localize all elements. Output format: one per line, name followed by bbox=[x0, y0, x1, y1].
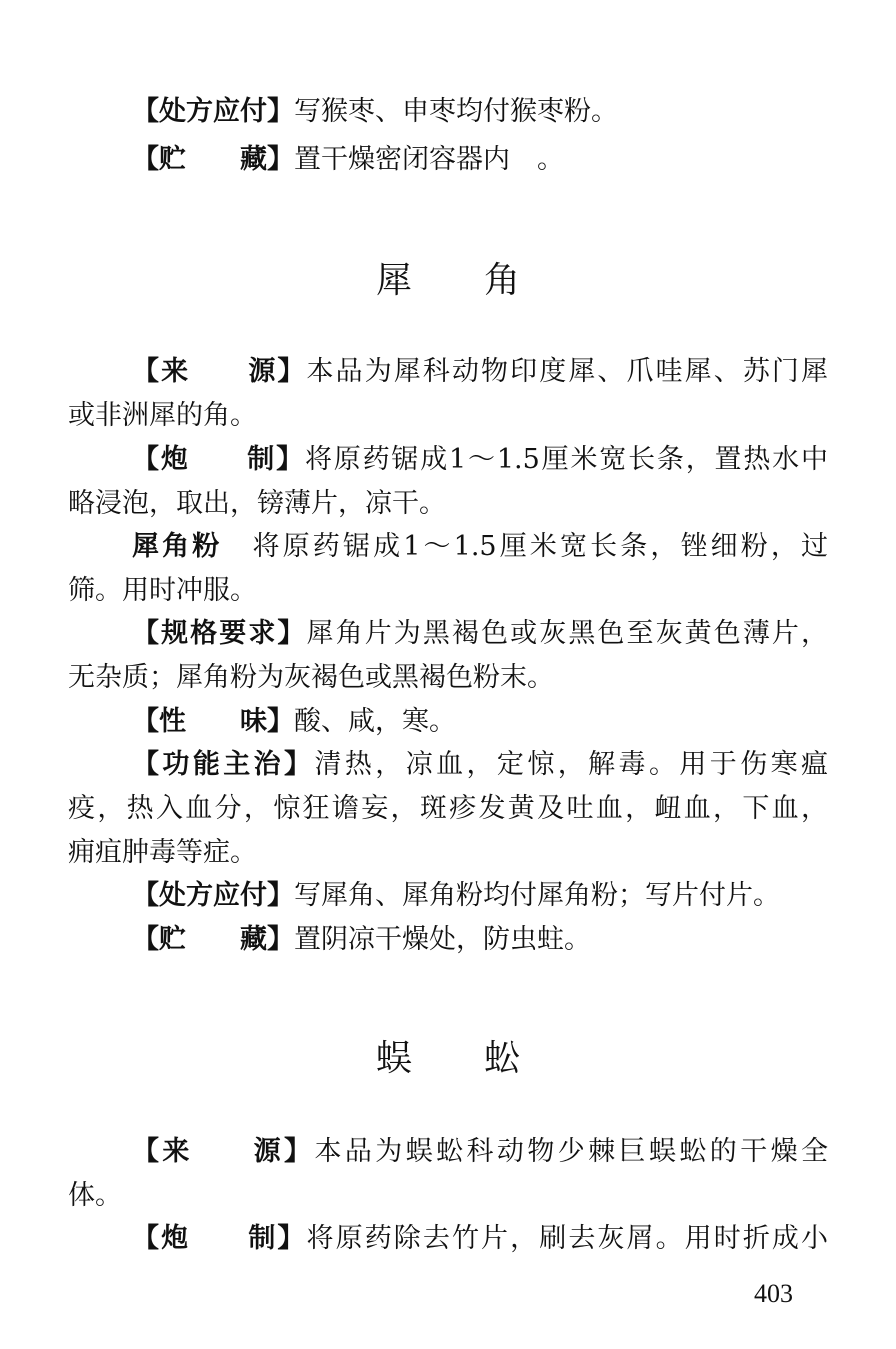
xijiao-processing-line-2: 略浸泡，取出，镑薄片，凉干。 bbox=[68, 488, 446, 519]
xijiao-spec-line-2: 无杂质；犀角粉为灰褐色或黑褐色粉末。 bbox=[68, 662, 554, 693]
xijiao-function-line-2: 疫，热入血分，惊狂谵妄，斑疹发黄及吐血，衄血，下血， bbox=[68, 793, 828, 824]
source-text: 本品为犀科动物印度犀、爪哇犀、苏门犀 bbox=[306, 356, 829, 387]
taste-text: 酸、咸，寒。 bbox=[294, 706, 456, 737]
prev-prescription-line bbox=[132, 92, 828, 132]
storage-text: 置阴凉干燥处，防虫蛀。 bbox=[294, 924, 591, 955]
xijiao-function-line-1 bbox=[132, 745, 828, 785]
function-label: 【功能主治】 bbox=[132, 749, 315, 780]
page-number: 403 bbox=[754, 1279, 793, 1308]
function-text: 清热，凉血，定惊，解毒。用于伤寒瘟 bbox=[314, 749, 829, 780]
xijiao-source-line-1 bbox=[132, 352, 828, 392]
xijiao-function-line-3: 痈疽肿毒等症。 bbox=[68, 837, 257, 868]
source-label: 【来 源】 bbox=[132, 356, 307, 387]
xijiao-spec-line-1 bbox=[132, 614, 828, 654]
prescription-text: 写猴枣、申枣均付猴枣粉。 bbox=[294, 96, 618, 127]
source-label: 【来 源】 bbox=[132, 1136, 315, 1167]
wugong-source-line-1 bbox=[132, 1132, 828, 1172]
prescription-label: 【处方应付】 bbox=[132, 96, 294, 127]
processing-text: 将原药锯成1～1.5厘米宽长条，置热水中 bbox=[304, 444, 829, 475]
taste-label: 【性 味】 bbox=[132, 706, 294, 737]
xijiao-taste-line bbox=[132, 702, 828, 742]
processing-label: 【炮 制】 bbox=[132, 1223, 307, 1254]
xijiao-powder-line-1 bbox=[132, 527, 828, 567]
xijiao-prescription-line bbox=[132, 876, 828, 916]
xijiao-processing-line-1 bbox=[132, 440, 828, 480]
xijiao-source-line-2: 或非洲犀的角。 bbox=[68, 400, 257, 431]
entry-title-xijiao: 犀角 bbox=[375, 260, 592, 301]
wugong-processing-line-1 bbox=[132, 1219, 828, 1259]
source-text: 本品为蜈蚣科动物少棘巨蜈蚣的干燥全 bbox=[314, 1136, 829, 1167]
wugong-source-line-2: 体。 bbox=[68, 1180, 122, 1211]
storage-label: 【贮 藏】 bbox=[132, 144, 294, 175]
powder-label: 犀角粉 bbox=[132, 531, 223, 562]
prev-storage-line bbox=[132, 140, 828, 180]
xijiao-storage-line bbox=[132, 920, 828, 960]
processing-text: 将原药除去竹片，刷去灰屑。用时折成小 bbox=[306, 1223, 829, 1254]
xijiao-powder-line-2: 筛。用时冲服。 bbox=[68, 575, 257, 606]
entry-title-wugong: 蜈蚣 bbox=[375, 1038, 592, 1079]
powder-text: 将原药锯成1～1.5厘米宽长条，锉细粉，过 bbox=[252, 531, 829, 562]
spec-label: 【规格要求】 bbox=[132, 618, 307, 649]
processing-label: 【炮 制】 bbox=[132, 444, 305, 475]
storage-text: 置干燥密闭容器内 。 bbox=[294, 144, 564, 175]
storage-label: 【贮 藏】 bbox=[132, 924, 294, 955]
spec-text: 犀角片为黑褐色或灰黑色至灰黄色薄片， bbox=[306, 618, 829, 649]
prescription-text: 写犀角、犀角粉均付犀角粉；写片付片。 bbox=[294, 880, 780, 911]
prescription-label: 【处方应付】 bbox=[132, 880, 294, 911]
